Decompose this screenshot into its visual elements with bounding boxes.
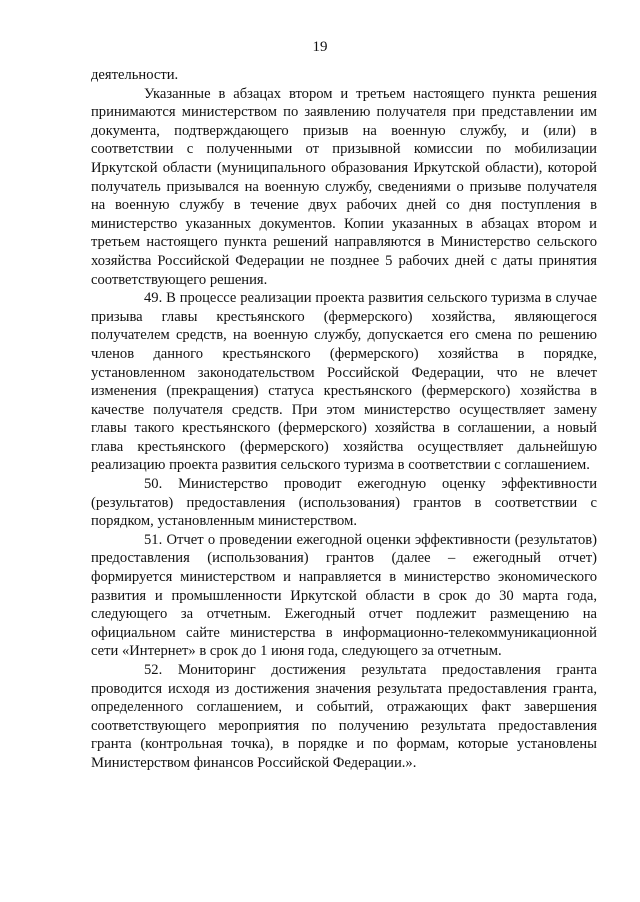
paragraph-52: 52. Мониторинг достижения результата предоставления гранта проводится исходя из достижения значения результата предоставления гранта, определенного соглашением, и событий, отражающих факт завершения соответствующего мероприятия по получению результата предоставления гранта (контрольная точка), в порядке и по формам, которые установлены Министерством финансов Российской Федерации.». <box>91 662 597 771</box>
document-body <box>91 66 597 773</box>
paragraph-continuation: деятельности. <box>91 67 179 83</box>
paragraph-50: 50. Министерство проводит ежегодную оценку эффективности (результатов) предоставления (использования) грантов в соответствии с порядком, установленным министерством. <box>91 476 597 530</box>
paragraph-49: 49. В процессе реализации проекта развития сельского туризма в случае призыва главы крестьянского (фермерского) хозяйства, являющегося получателем средств, на военную службу, допускается его смена по решению членов данного крестьянского (фермерского) хозяйства в порядке, установленном законодательством Российской Федерации, что не влечет изменения (прекращения) статуса крестьянского (фермерского) хозяйства в качестве получателя средств. При этом министерство осуществляет замену главы такого крестьянского (фермерского) хозяйства в соглашении, а новый глава крестьянского (фермерского) хозяйства осуществляет дальнейшую реализацию проекта развития сельского туризма в соответствии с соглашением. <box>91 290 597 474</box>
paragraph-decision-procedure: Указанные в абзацах втором и третьем настоящего пункта решения принимаются министерством по заявлению получателя при представлении им документа, подтверждающего призыв на военную службу, и (или) в соответствии с полученными от призывной комиссии по мобилизации Иркутской области (муниципального образования Иркутской области), которой получатель призывался на военную службу, сведениями о призыве получателя на военную службу в течение двух рабочих дней со дня поступления в министерство указанных документов. Копии указанных в абзацах втором и третьем настоящего пункта решений направляются в Министерство сельского хозяйства Российской Федерации не позднее 5 рабочих дней с даты принятия соответствующего решения. <box>91 85 597 288</box>
paragraph-51: 51. Отчет о проведении ежегодной оценки эффективности (результатов) предоставления (использования) грантов (далее – ежегодный отчет) формируется министерством и направляется в министерство экономического развития и промышленности Иркутской области в срок до 30 марта года, следующего за отчетным. Ежегодный отчет подлежит размещению на официальном сайте министерства в информационно-телекоммуникационной сети «Интернет» в срок до 1 июня года, следующего за отчетным. <box>91 531 597 660</box>
page-number: 19 <box>312 39 328 55</box>
